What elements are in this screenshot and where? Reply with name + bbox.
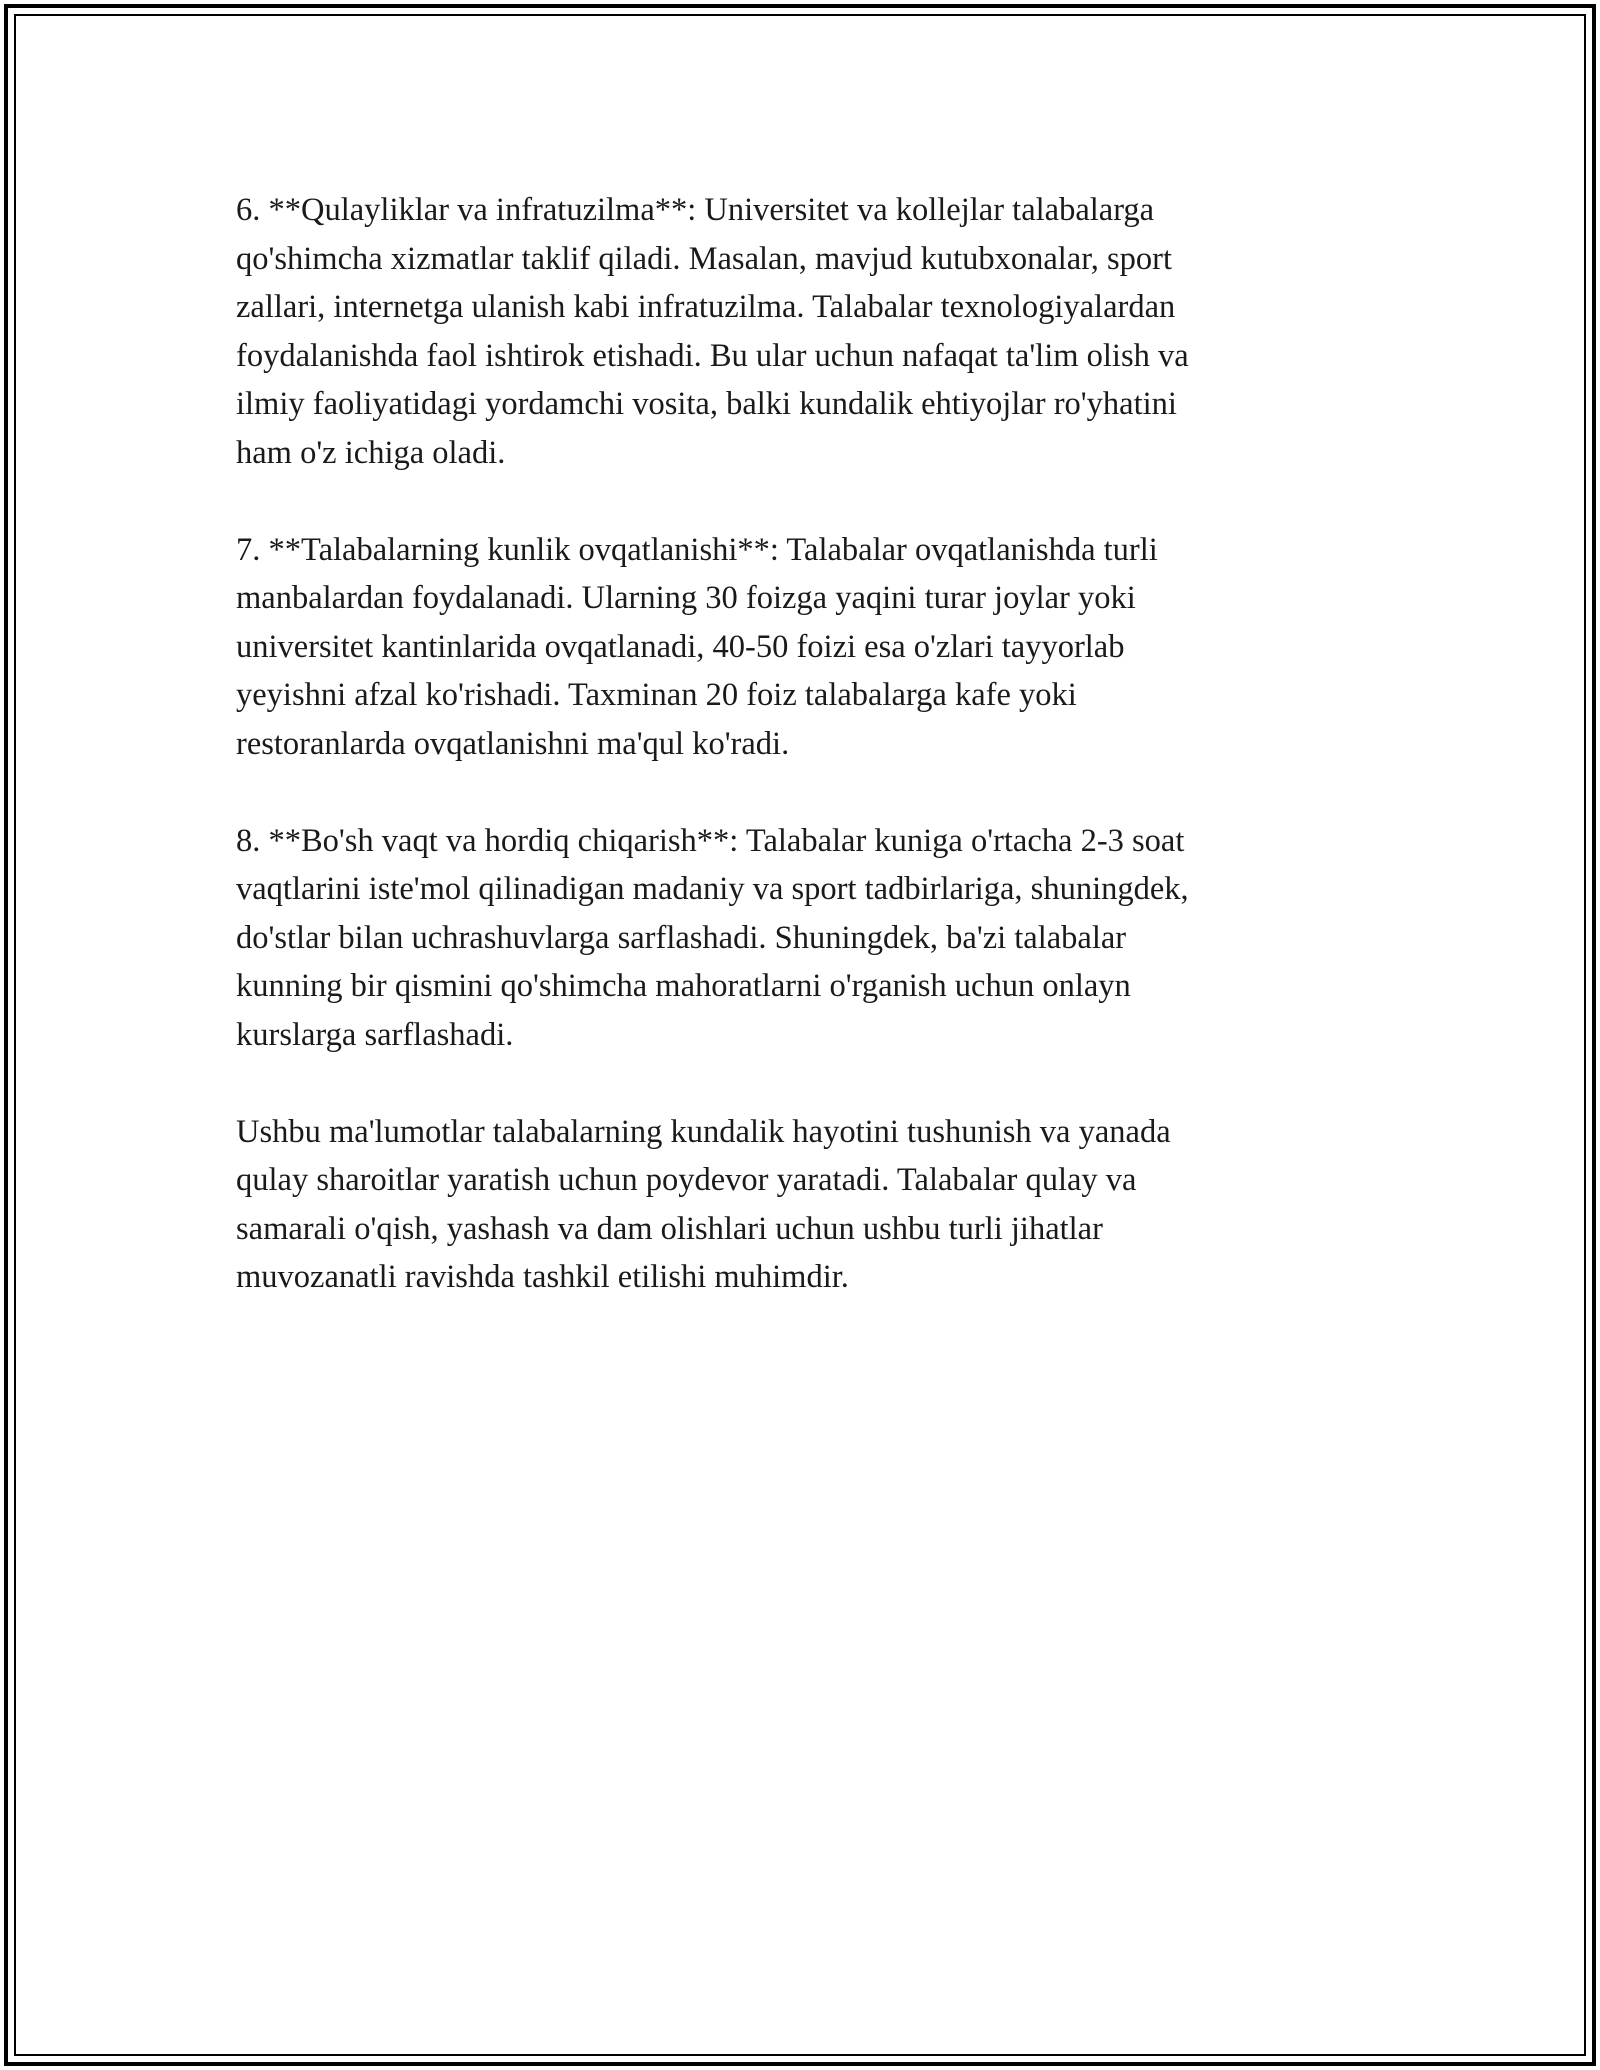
paragraph-conclusion: Ushbu ma'lumotlar talabalarning kundalik hayotini tushunish va yanada qulay sharoitlar yaratish uchun poydevor yaratadi. Talabalar qulay va samarali o'qish, yashash va dam olishlari uchun ushbu turli jihatlar muvozanatli ravishda tashkil etilishi muhimdir. bbox=[236, 1113, 1171, 1295]
document-body bbox=[236, 186, 1366, 1350]
paragraph-item-7: 7. **Talabalarning kunlik ovqatlanishi**: Talabalar ovqatlanishda turli manbalardan foydalanadi. Ularning 30 foizga yaqini turar joylar yoki universitet kantinlarida ovqatlanadi, 40-50 foizi esa o'zlari tayyorlab yeyishni afzal ko'rishadi. Taxminan 20 foiz talabalarga kafe yoki restoranlarda ovqatlanishni ma'qul ko'radi. bbox=[236, 531, 1158, 762]
paragraph-item-8: 8. **Bo'sh vaqt va hordiq chiqarish**: Talabalar kuniga o'rtacha 2-3 soat vaqtlarini iste'mol qilinadigan madaniy va sport tadbirlariga, shuningdek, do'stlar bilan uchrashuvlarga sarflashadi. Shuningdek, ba'zi talabalar kunning bir qismini qo'shimcha mahoratlarni o'rganish uchun onlayn kurslarga sarflashadi. bbox=[236, 822, 1189, 1053]
paragraph-item-6: 6. **Qulayliklar va infratuzilma**: Universitet va kollejlar talabalarga qo'shimcha xizmatlar taklif qiladi. Masalan, mavjud kutubxonalar, sport zallari, internetga ulanish kabi infratuzilma. Talabalar texnologiyalardan foydalanishda faol ishtirok etishadi. Bu ular uchun nafaqat ta'lim olish va ilmiy faoliyatidagi yordamchi vosita, balki kundalik ehtiyojlar ro'yhatini ham o'z ichiga oladi. bbox=[236, 192, 1189, 471]
